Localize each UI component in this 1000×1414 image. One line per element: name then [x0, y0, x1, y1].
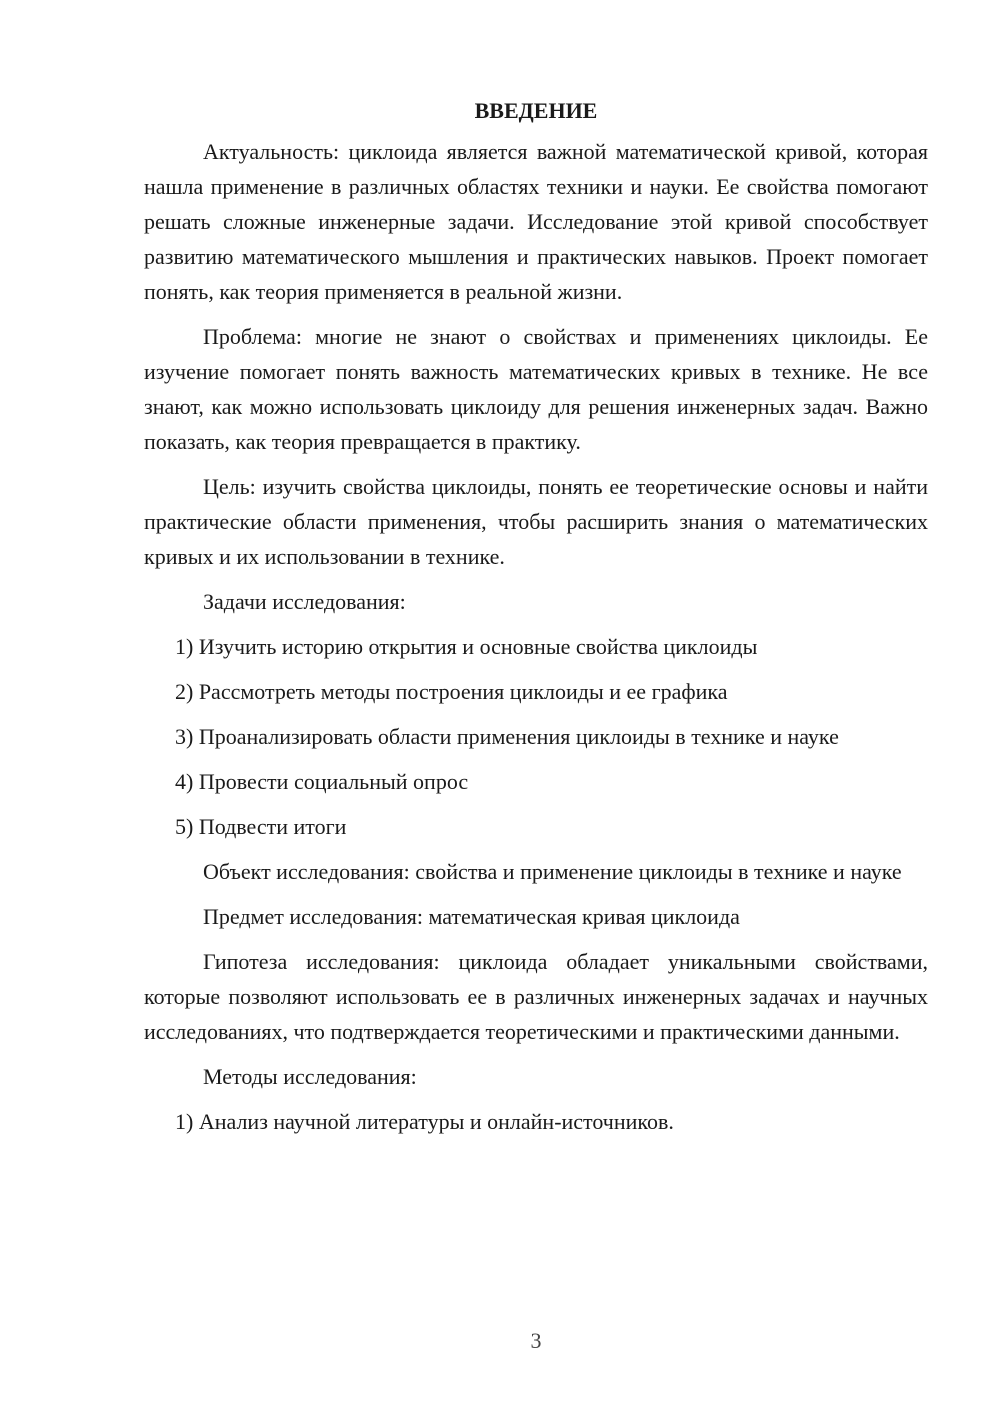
- methods-title: Методы исследования:: [203, 1064, 417, 1089]
- page-number: 3: [530, 1328, 542, 1353]
- list-item: 4) Провести социальный опрос: [175, 769, 469, 794]
- paragraph-subject: Предмет исследования: математическая кривая циклоида: [203, 904, 740, 929]
- paragraph-problem: Проблема: многие не знают о свойствах и применениях циклоиды. Ее изучение помогает понять важность математических кривых в технике. Не все знают, как можно использовать циклоиду для решения инженерных задач. Важно показать, как теория превращается в практику.: [144, 324, 928, 454]
- list-item: 3) Проанализировать области применения циклоиды в технике и науке: [175, 724, 839, 749]
- list-item: 5) Подвести итоги: [175, 814, 347, 839]
- list-item: 2) Рассмотреть методы построения циклоиды и ее графика: [175, 679, 728, 704]
- paragraph-hypothesis: Гипотеза исследования: циклоида обладает уникальными свойствами, которые позволяют использовать ее в различных инженерных задачах и научных исследованиях, что подтверждается теоретическими и практическими данными.: [144, 949, 928, 1044]
- paragraph-relevance: Актуальность: циклоида является важной математической кривой, которая нашла применение в различных областях техники и науки. Ее свойства помогают решать сложные инженерные задачи. Исследование этой кривой способствует развитию математического мышления и практических навыков. Проект помогает понять, как теория применяется в реальной жизни.: [144, 139, 928, 304]
- paragraph-goal: Цель: изучить свойства циклоиды, понять ее теоретические основы и найти практические области применения, чтобы расширить знания о математических кривых и их использовании в технике.: [144, 474, 928, 569]
- list-item: 1) Анализ научной литературы и онлайн-источников.: [175, 1109, 674, 1134]
- document-page: [144, 96, 928, 1149]
- methods-list: [144, 1104, 928, 1139]
- paragraph-object: Объект исследования: свойства и применение циклоиды в технике и науке: [203, 859, 902, 884]
- tasks-title: Задачи исследования:: [203, 589, 406, 614]
- tasks-list: [144, 629, 928, 844]
- list-item: 1) Изучить историю открытия и основные свойства циклоиды: [175, 634, 758, 659]
- section-heading: ВВЕДЕНИЕ: [474, 98, 598, 123]
